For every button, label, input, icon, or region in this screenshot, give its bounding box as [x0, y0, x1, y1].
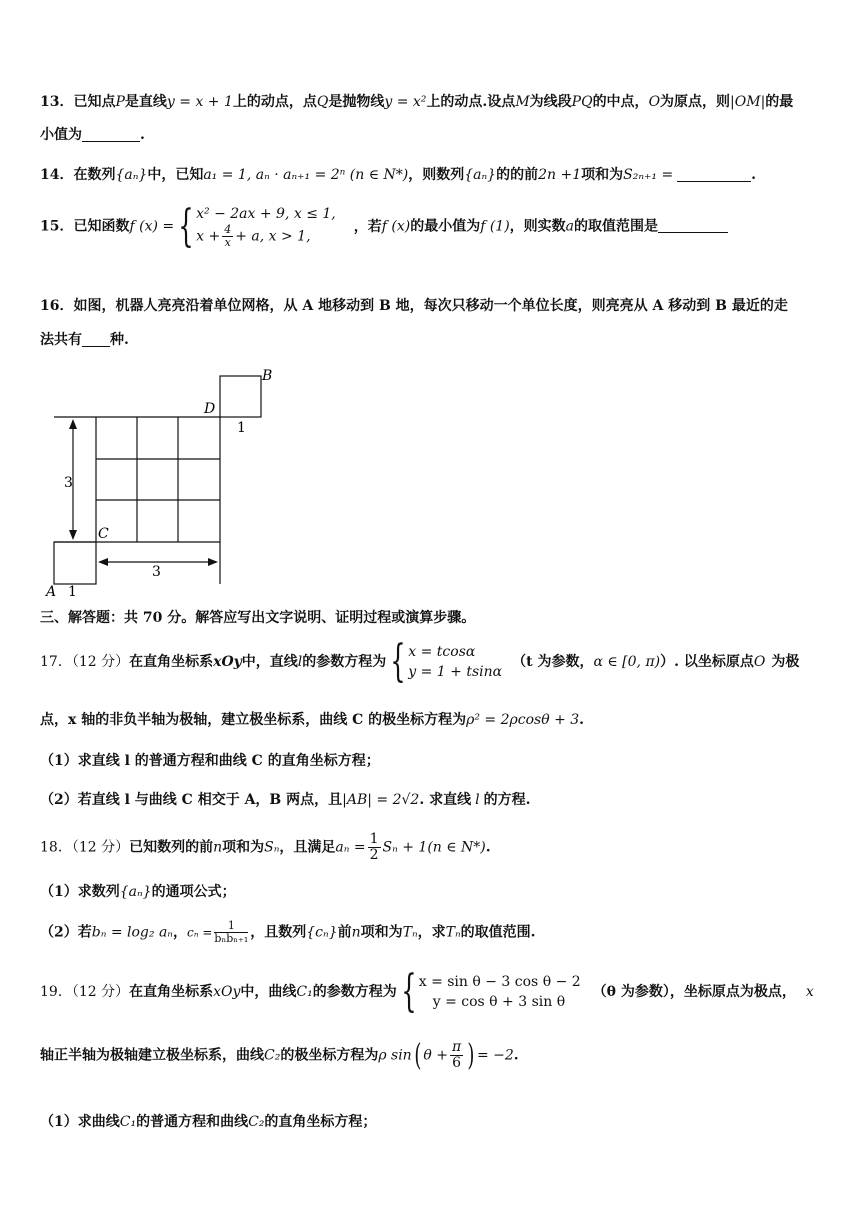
label-1-bottom: 1 [68, 584, 77, 600]
q14-line: 14．在数列{aₙ}中，已知a₁ = 1, aₙ · aₙ₊₁ = 2ⁿ (n ∈ N*)，则数列{aₙ}的的前2n +1项和为S₂ₙ₊₁ = . [40, 167, 757, 183]
q16-line2: 法共有 种. [40, 332, 129, 348]
q19-line2: 轴正半轴为极轴建立极坐标系，曲线C₂的极坐标方程为ρ sin( θ + $\frac{\pi}{6}$ ) = −2. [40, 1037, 519, 1073]
q17-line2: 点，x 轴的非负半轴为极轴，建立极坐标系，曲线 C 的极坐标方程为ρ² = 2ρcosθ + 3. [40, 712, 585, 728]
cases-brace: { [178, 200, 194, 252]
arrowhead-right [208, 558, 218, 566]
answer-blank [677, 169, 751, 182]
label-d: D [204, 401, 216, 417]
arrowhead-down [69, 530, 77, 540]
q13-line1: 13．已知点P是直线y = x + 1上的动点，点Q是抛物线y = x²上的动点.设点M为线段PQ的中点，O为原点，则|OM|的最 [40, 94, 794, 110]
answer-blank [658, 220, 728, 233]
label-b: B [262, 368, 273, 384]
q18-sub2: （2）若bₙ = log₂ aₙ，cₙ = $\frac{1}{\text{bₙbₙ₊₁}}$ ，且数列{cₙ}前n项和为Tₙ，求Tₙ的取值范围. [40, 919, 536, 945]
label-a: A [46, 584, 57, 600]
q17-sub1: （1）求直线 l 的普通方程和曲线 C 的直角坐标方程； [40, 753, 380, 769]
label-c: C [98, 526, 109, 542]
q16-line1: 16．如图，机器人亮亮沿着单位网格，从 A 地移动到 B 地，每次只移动一个单位长度，则亮亮从 A 移动到 B 最近的走 [40, 298, 788, 314]
label-3-horizontal: 3 [152, 564, 161, 580]
section-3-heading: 三、解答题：共 70 分。解答应写出文字说明、证明过程或演算步骤。 [40, 610, 476, 626]
label-1-top: 1 [237, 420, 246, 436]
q19-sub1: （1）求曲线C₁的普通方程和曲线C₂的直角坐标方程； [40, 1114, 377, 1130]
square-a [54, 542, 96, 584]
answer-blank [82, 334, 110, 347]
arrowhead-left [98, 558, 108, 566]
label-3-vertical: 3 [64, 475, 73, 491]
arrowhead-up [69, 419, 77, 429]
q18-line1: 18．（12 分）已知数列的前n项和为Sₙ，且满足aₙ = $\frac{1}{2}$ Sₙ + 1(n ∈ N*). [40, 831, 491, 863]
grid-figure [40, 362, 290, 600]
q15-line: 15．已知函数f (x) ={ x² − 2ax + 9, x ≤ 1, x + $\frac{4}{x}$ + a, x > 1, ，若f (x)的最小值为f (1)，则实数a的取值范围是 [40, 204, 728, 249]
piecewise-cases: x² − 2ax + 9, x ≤ 1, x + $\frac{4}{x}$ + a, x > 1, [196, 206, 336, 249]
q17-sub2: （2）若直线 l 与曲线 C 相交于 A，B 两点，且|AB| = 2√2. 求直线 l 的方程. [40, 792, 531, 808]
q19-line1: 19．（12 分）在直角坐标系xOy中，曲线C₁的参数方程为{ x = sin θ − 3 cos θ − 2 y = cos θ + 3 sin θ （θ 为参数），坐标原点为极点， x [40, 966, 814, 1017]
q13-line2: 小值为 . [40, 127, 145, 143]
q17-line1: 17．（12 分）在直角坐标系xOy中，直线l的参数方程为{ x = tcosα y = 1 + tsinα （t 为参数，α ∈ [0, π)）. 以坐标原点O 为极 [40, 636, 800, 687]
answer-blank [82, 129, 140, 142]
q18-sub1: （1）求数列{aₙ}的通项公式； [40, 884, 236, 900]
square-b [220, 376, 261, 417]
